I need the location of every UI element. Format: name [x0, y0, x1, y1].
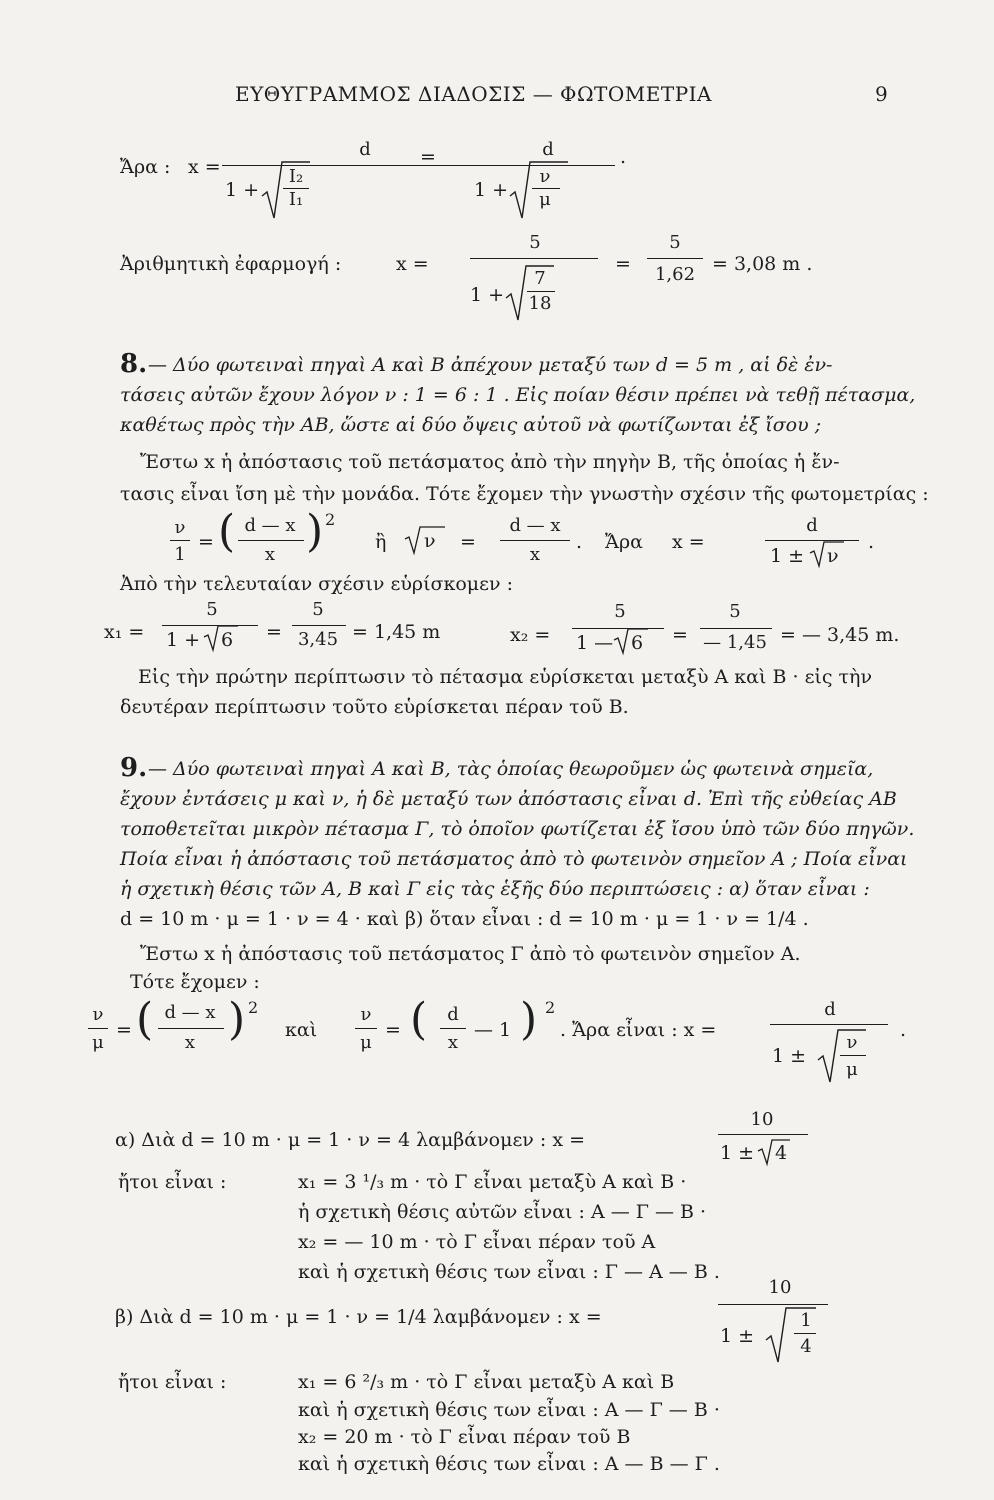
fraction-bar — [355, 1028, 377, 1029]
rel-dmx: d — x — [244, 515, 296, 536]
x2-num: 5 — [614, 601, 626, 622]
rel-x-eq: x = — [672, 531, 705, 553]
solution-9-line-2: Τότε ἔχομεν : — [130, 971, 260, 993]
arith-eq: = — [615, 253, 631, 275]
rel9-eq-2: = — [385, 1019, 401, 1041]
fraction-bar — [770, 1024, 888, 1025]
problem-9-line-6: d = 10 m · μ = 1 · ν = 4 · καὶ β) ὅταν εἶναι : d = 10 m · μ = 1 · ν = 1/4 . — [120, 908, 809, 930]
problem-number-8: 8. — [120, 349, 148, 379]
rel-square: 2 — [325, 510, 336, 529]
case-b-line: β) Διὰ d = 10 m · μ = 1 · ν = 1/4 λαμβάνομεν : x = — [115, 1306, 602, 1328]
case-a-line: α) Διὰ d = 10 m · μ = 1 · ν = 4 λαμβάνομεν : x = — [115, 1129, 585, 1151]
right-paren: ) — [520, 994, 538, 1045]
rel9-square: 2 — [248, 998, 259, 1017]
fraction-bar — [238, 540, 304, 541]
solution-8-line-2: τασις εἶναι ἴση μὲ τὴν μονάδα. Τότε ἔχομεν τὴν γνωστὴν σχέσιν τῆς φωτομετρίας : — [120, 483, 929, 505]
formula-one-plus-2: 1 + — [474, 179, 509, 201]
rel9-nu-3: ν — [846, 1032, 858, 1053]
rel9-mu: μ — [92, 1032, 104, 1053]
right-paren: ) — [228, 994, 246, 1045]
x2-den-2: — 1,45 — [703, 632, 767, 653]
formula-i2: I₂ — [288, 166, 304, 187]
case-a-4: καὶ ἡ σχετικὴ θέσις των εἶναι : Γ — Α — Β . — [298, 1261, 720, 1283]
case-a-ten: 10 — [750, 1109, 774, 1130]
running-header: ΕΥΘΥΓΡΑΜΜΟΣ ΔΙΑΔΟΣΙΣ — ΦΩΤΟΜΕΤΡΙΑ — [235, 82, 712, 106]
rel9-eq: = — [116, 1019, 132, 1041]
solution-9-line-1: Ἔστω x ἡ ἀπόστασις τοῦ πετάσματος Γ ἀπὸ τὸ φωτεινὸν σημεῖον Α. — [140, 943, 801, 965]
page-number: 9 — [875, 82, 889, 106]
radical-sign — [262, 160, 312, 222]
rel9-square-2: 2 — [545, 998, 556, 1017]
formula-dot: . — [620, 146, 627, 168]
rel-ara: Ἄρα — [605, 531, 643, 553]
rel-or: ἢ — [375, 531, 387, 553]
arith-seven: 7 — [534, 268, 546, 289]
problem-9-line-1: — Δύο φωτειναὶ πηγαὶ Α καὶ Β, τὰς ὁποίας θεωροῦμεν ὡς φωτεινὰ σημεῖα, — [148, 758, 874, 780]
formula-x-eq: x = — [188, 156, 221, 178]
rel9-dmx: d — x — [164, 1002, 216, 1023]
rel9-d-2: d — [824, 999, 836, 1020]
rel9-mu-3: μ — [846, 1059, 858, 1080]
formula-numerator-d2: d — [542, 139, 554, 160]
case-a-2: ἡ σχετικὴ θέσις αὐτῶν εἶναι : Α — Γ — Β · — [298, 1201, 707, 1223]
arith-den: 1,62 — [654, 264, 696, 285]
rel9-nu-2: ν — [360, 1004, 372, 1025]
fraction-bar — [292, 625, 346, 626]
arith-result: = 3,08 m . — [712, 253, 813, 275]
fraction-bar — [158, 1028, 224, 1029]
x2-den: 1 — — [576, 632, 614, 654]
x1-six: 6 — [221, 629, 234, 651]
formula-numerator-d: d — [359, 139, 371, 160]
solution-8-line-3: Ἀπὸ τὴν τελευταίαν σχέσιν εὑρίσκομεν : — [120, 573, 513, 595]
rel9-mu-2: μ — [360, 1032, 372, 1053]
rel-dot-2: . — [868, 531, 875, 553]
rel9-dot: . — [900, 1019, 907, 1041]
x1-label: x₁ = — [104, 621, 145, 643]
rel-den: 1 ± — [770, 545, 805, 567]
case-b-4: καὶ ἡ σχετικὴ θέσις των εἶναι : Α — Β — Γ . — [298, 1453, 720, 1475]
formula-one-plus: 1 + — [225, 179, 260, 201]
formula-nu: ν — [539, 166, 551, 187]
arith-eighteen: 18 — [528, 293, 552, 314]
rel-x: x — [264, 544, 276, 565]
problem-8-line-3: καθέτως πρὸς τὴν ΑΒ, ὥστε αἱ δύο ὄψεις αὐτοῦ νὰ φωτίζωνται ἐξ ἴσου ; — [120, 414, 822, 436]
fraction-bar — [647, 258, 703, 259]
rel-dot: . — [576, 531, 583, 553]
rel9-kai: καὶ — [285, 1019, 318, 1041]
case-a-3: x₂ = — 10 m · τὸ Γ εἶναι πέραν τοῦ Α — [298, 1231, 656, 1253]
rel-eq-2: = — [460, 531, 476, 553]
rel9-x: x — [184, 1032, 196, 1053]
x2-eq: = — [672, 624, 688, 646]
fraction-bar — [470, 258, 598, 259]
fraction-bar — [718, 1134, 808, 1135]
right-paren: ) — [306, 506, 324, 557]
case-b-ten: 10 — [768, 1277, 792, 1298]
x1-num: 5 — [206, 599, 218, 620]
solution-8-line-1: Ἔστω x ἡ ἀπόστασις τοῦ πετάσματος ἀπὸ τὴν πηγὴν Β, τῆς ὁποίας ἡ ἔν- — [140, 451, 840, 473]
case-b-3: x₂ = 20 m · τὸ Γ εἶναι πέραν τοῦ Β — [298, 1426, 631, 1448]
solution-8-line-4: Εἰς τὴν πρώτην περίπτωσιν τὸ πέτασμα εὑρίσκεται μεταξὺ Α καὶ Β · εἰς τὴν — [138, 666, 872, 688]
problem-9-line-5: ἡ σχετικὴ θέσις τῶν Α, Β καὶ Γ εἰς τὰς ἑξῆς δύο περιπτώσεις : α) ὅταν εἶναι : — [120, 878, 870, 900]
problem-9-line-2: ἔχουν ἐντάσεις μ καὶ ν, ἡ δὲ μεταξύ των ἀπόστασις εἶναι d. Ἐπὶ τῆς εὐθείας ΑΒ — [120, 788, 897, 810]
rel-x-2: x — [529, 544, 541, 565]
rel-nu-2: ν — [424, 530, 436, 552]
problem-number-9: 9. — [120, 753, 148, 783]
problem-9-line-3: τοποθετεῖται μικρὸν πέτασμα Γ, τὸ ὁποῖον φωτίζεται ἐξ ἴσου ὑπὸ τῶν δύο πηγῶν. — [120, 818, 915, 840]
hitoi-label-1: ἤτοι εἶναι : — [118, 1171, 227, 1193]
rel-nu: ν — [174, 517, 186, 538]
fraction-bar — [440, 1028, 466, 1029]
rel9-d: d — [447, 1004, 459, 1025]
case-a-four: 4 — [775, 1142, 788, 1164]
arith-one-plus: 1 + — [470, 284, 505, 306]
x1-result: = 1,45 m — [352, 621, 441, 643]
case-b-1: x₁ = 6 ²/₃ m · τὸ Γ εἶναι μεταξὺ Α καὶ Β — [298, 1371, 675, 1393]
case-a-1: x₁ = 3 ¹/₃ m · τὸ Γ εἶναι μεταξὺ Α καὶ Β · — [298, 1171, 687, 1193]
fraction-bar — [500, 540, 570, 541]
x2-result: = — 3,45 m. — [780, 624, 900, 646]
rel-nu-3: ν — [827, 545, 839, 567]
arith-five: 5 — [529, 232, 541, 253]
problem-8-line-2: τάσεις αὐτῶν ἔχουν λόγον ν : 1 = 6 : 1 . Εἰς ποίαν θέσιν πρέπει νὰ τεθῇ πέτασμα, — [120, 384, 916, 406]
rel-dmx-2: d — x — [509, 515, 561, 536]
rel-eq: = — [198, 531, 214, 553]
case-a-den: 1 ± — [720, 1142, 755, 1164]
radical-sign — [818, 1028, 868, 1086]
rel9-den: 1 ± — [772, 1045, 807, 1067]
x2-label: x₂ = — [510, 624, 551, 646]
fraction-bar — [88, 1028, 108, 1029]
rel-d: d — [806, 515, 818, 536]
x2-num-2: 5 — [729, 601, 741, 622]
formula-i1: I₁ — [288, 189, 304, 210]
fraction-bar — [170, 540, 190, 541]
left-paren: ( — [218, 506, 236, 557]
case-b-den: 1 ± — [720, 1325, 755, 1347]
x2-six: 6 — [631, 632, 644, 654]
problem-8-line-1: — Δύο φωτειναὶ πηγαὶ Α καὶ Β ἀπέχουν μεταξύ των d = 5 m , αἱ δὲ ἐν- — [148, 354, 833, 376]
fraction-bar — [794, 1333, 816, 1334]
x1-den-2: 3,45 — [297, 629, 339, 650]
fraction-bar — [840, 1055, 866, 1056]
fraction-bar — [700, 628, 772, 629]
ara-label: Ἄρα : — [120, 156, 171, 178]
rel9-ara: . Ἄρα εἶναι : x = — [560, 1019, 717, 1041]
x1-eq: = — [266, 621, 282, 643]
hitoi-label-2: ἤτοι εἶναι : — [118, 1371, 227, 1393]
formula-eq: = — [420, 146, 436, 168]
case-b-2: καὶ ἡ σχετικὴ θέσις των εἶναι : Α — Γ — Β · — [298, 1399, 720, 1421]
solution-8-line-5: δευτέραν περίπτωσιν τοῦτο εὑρίσκεται πέραν τοῦ Β. — [120, 696, 629, 718]
problem-9-line-4: Ποία εἶναι ἡ ἀπόστασις τοῦ πετάσματος ἀπὸ τὸ φωτεινὸν σημεῖον Α ; Ποία εἶναι — [120, 848, 908, 870]
arith-five-2: 5 — [669, 232, 681, 253]
left-paren: ( — [410, 994, 428, 1045]
left-paren: ( — [136, 994, 154, 1045]
rel9-nu: ν — [92, 1004, 104, 1025]
case-b-one: 1 — [800, 1310, 812, 1331]
x1-num-2: 5 — [312, 599, 324, 620]
arith-x-eq: x = — [396, 253, 429, 275]
rel9-x-2: x — [447, 1032, 459, 1053]
case-b-four: 4 — [800, 1336, 812, 1357]
rel9-minus-one: — 1 — [474, 1019, 512, 1041]
arith-label: Ἀριθμητικὴ ἐφαρμογή : — [120, 253, 342, 275]
x1-den: 1 + — [166, 629, 201, 651]
formula-mu: μ — [539, 189, 551, 210]
rel-one: 1 — [174, 544, 186, 565]
